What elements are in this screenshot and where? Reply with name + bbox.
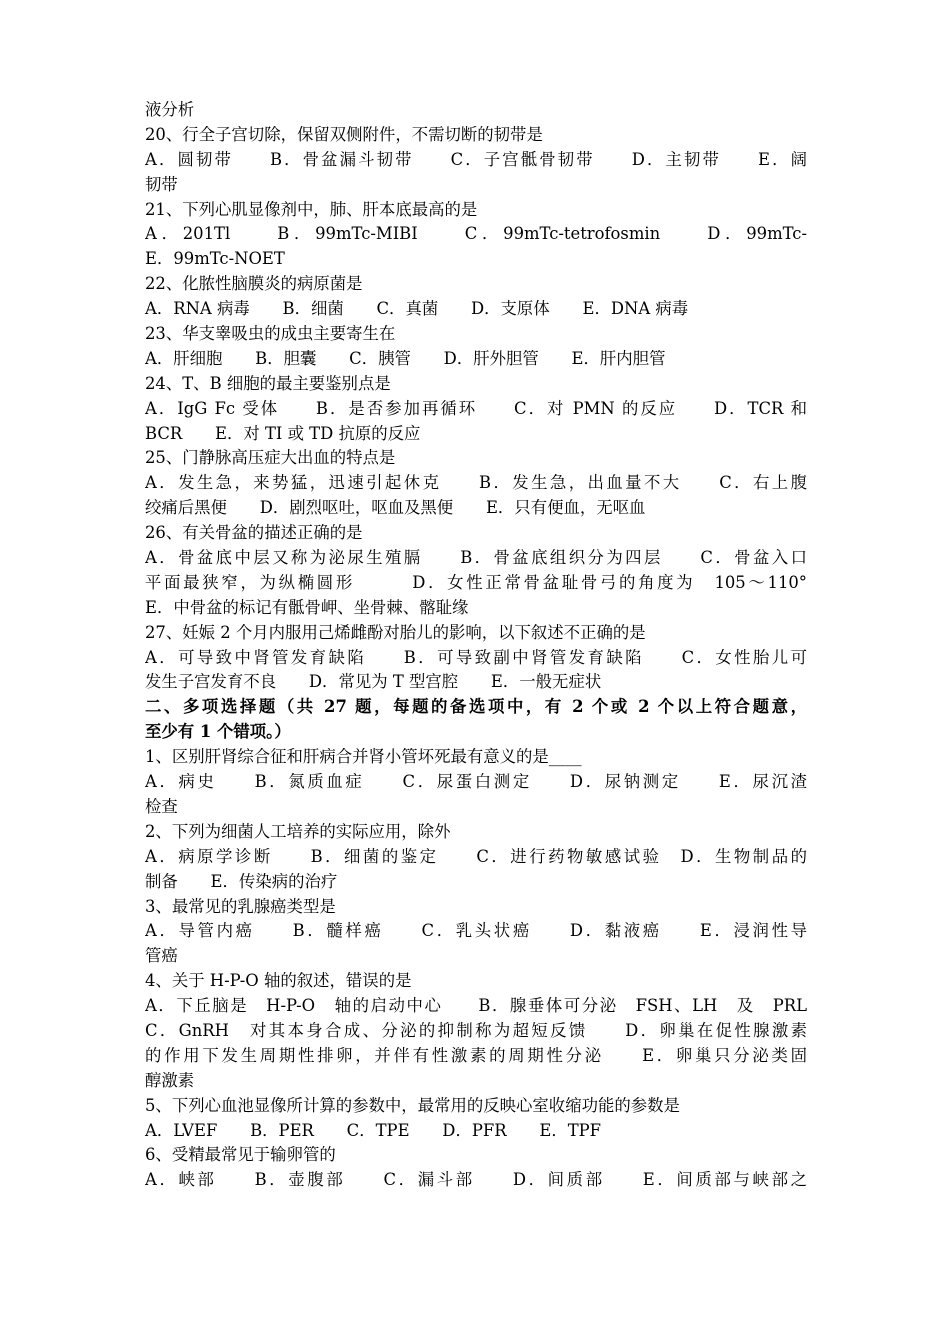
text-line: 5、下列心血池显像所计算的参数中，最常用的反映心室收缩功能的参数是 <box>145 1095 680 1115</box>
text-line: A．圆韧带 B．骨盆漏斗韧带 C．子宫骶骨韧带 D．主韧带 E．阔 <box>145 149 807 169</box>
text-line: 液分析 <box>145 100 195 119</box>
text-line: 管癌 <box>145 946 178 966</box>
text-line: 23、华支睾吸虫的成虫主要寄生在 <box>145 324 396 344</box>
text-line: A．导管内癌 B．髓样癌 C．乳头状癌 D．黏液癌 E．浸润性导 <box>145 921 807 941</box>
text-line: C．GnRH 对其本身合成、分泌的抑制称为超短反馈 D．卵巢在促性腺激素 <box>145 1020 807 1040</box>
text-line: 20、行全子宫切除，保留双侧附件，不需切断的韧带是 <box>145 124 543 144</box>
text-line: 25、门静脉高压症大出血的特点是 <box>145 448 396 468</box>
document-page <box>145 98 807 1193</box>
text-line: A．肝细胞 B．胆囊 C．胰管 D．肝外胆管 E．肝内胆管 <box>145 348 666 368</box>
text-line: A．峡部 B．壶腹部 C．漏斗部 D．间质部 E．间质部与峡部之 <box>145 1170 807 1190</box>
text-line: A．病史 B．氮质血症 C．尿蛋白测定 D．尿钠测定 E．尿沉渣 <box>145 772 807 792</box>
text-line: 的作用下发生周期性排卵，并伴有性激素的周期性分泌 E．卵巢只分泌类固 <box>145 1045 807 1065</box>
text-line: A．201Tl B．99mTc-MIBI C．99mTc-tetrofosmin D．99mTc- <box>145 224 807 244</box>
text-line: BCR E．对 TI 或 TD 抗原的反应 <box>145 423 421 443</box>
text-line: 平面最狭窄，为纵椭圆形 D．女性正常骨盆耻骨弓的角度为 105～110° <box>145 572 807 592</box>
text-line: A．LVEF B．PER C．TPE D．PFR E．TPF <box>145 1120 602 1140</box>
text-line: A．RNA 病毒 B．细菌 C．真菌 D．支原体 E．DNA 病毒 <box>145 299 689 319</box>
text-line: 1、区别肝肾综合征和肝病合并肾小管坏死最有意义的是____ <box>145 747 582 767</box>
text-line: 21、下列心肌显像剂中，肺、肝本底最高的是 <box>145 199 478 219</box>
text-line: A．IgG Fc 受体 B．是否参加再循环 C．对 PMN 的反应 D．TCR 和 <box>145 398 807 418</box>
text-line: 至少有 1 个错项。） <box>145 722 291 742</box>
text-line: 2、下列为细菌人工培养的实际应用，除外 <box>145 821 451 841</box>
text-line: A．病原学诊断 B．细菌的鉴定 C．进行药物敏感试验 D．生物制品的 <box>145 846 807 866</box>
text-line: A．发生急，来势猛，迅速引起休克 B．发生急，出血量不大 C．右上腹 <box>145 473 807 493</box>
text-line: A．可导致中肾管发育缺陷 B．可导致副中肾管发育缺陷 C．女性胎儿可 <box>145 647 807 667</box>
text-line: 醇激素 <box>145 1070 195 1090</box>
text-line: 检查 <box>145 796 178 816</box>
text-line: 22、化脓性脑膜炎的病原菌是 <box>145 274 363 294</box>
text-line: 绞痛后黑便 D．剧烈呕吐，呕血及黑便 E．只有便血，无呕血 <box>145 498 646 518</box>
text-line: A．下丘脑是 H-P-O 轴的启动中心 B．腺垂体可分泌 FSH、LH 及 PRL <box>145 996 807 1016</box>
text-line: 4、关于 H-P-O 轴的叙述，错误的是 <box>145 971 412 991</box>
text-line: 发生子宫发育不良 D．常见为 T 型宫腔 E．一般无症状 <box>145 672 602 692</box>
text-line: 24、T、B 细胞的最主要鉴别点是 <box>145 373 391 393</box>
text-line: 制备 E．传染病的治疗 <box>145 871 338 891</box>
text-line: 6、受精最常见于输卵管的 <box>145 1145 336 1165</box>
text-line: 二、多项选择题（共 27 题，每题的备选项中，有 2 个或 2 个以上符合题意， <box>145 697 807 717</box>
text-line: E．中骨盆的标记有骶骨岬、坐骨棘、髂耻缘 <box>145 597 469 617</box>
text-line: 27、妊娠 2 个月内服用己烯雌酚对胎儿的影响，以下叙述不正确的是 <box>145 622 646 642</box>
text-line: 韧带 <box>145 174 178 194</box>
text-line: 26、有关骨盆的描述正确的是 <box>145 523 363 543</box>
text-line: E．99mTc-NOET <box>145 249 285 269</box>
text-line: A．骨盆底中层又称为泌尿生殖膈 B．骨盆底组织分为四层 C．骨盆入口 <box>145 548 807 568</box>
text-line: 3、最常见的乳腺癌类型是 <box>145 896 336 916</box>
